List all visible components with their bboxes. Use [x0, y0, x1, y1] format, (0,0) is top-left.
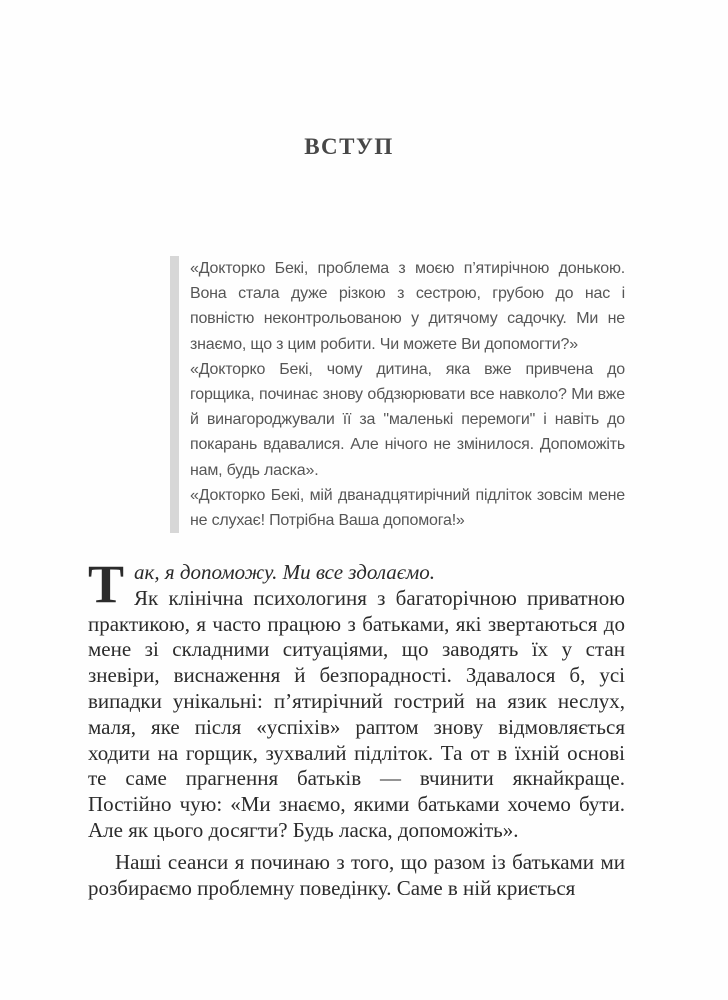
paragraph-opening: [88, 554, 625, 844]
paragraph-opening-text: Як клінічна психологиня з багаторічною приватною практикою, я часто працюю з батьками, які звертаються до мене зі складними ситуаціями, що заводять їх у стан зневіри, виснаження й безпорадності. Здавалося б, усі випадки унікальні: п’ятирічний гострий на язик неслух, маля, яке після «успіхів» раптом знову відмовляється ходити на горщик, зухвалий підліток. Та от в їхній основі те саме прагнення батьків — вчинити якнайкраще. Постійно чую: «Ми знаємо, якими батьками хочемо бути. Але як цього досягти? Будь ласка, допоможіть».: [88, 585, 625, 842]
epigraph-block: [170, 256, 625, 533]
parent-quote-1: «Докторко Бекі, проблема з моєю п’ятирічною донькою. Вона стала дуже різкою з сестрою, грубою до нас і повністю неконтрольованою у дитячому садочку. Ми не знаємо, що з цим робити. Чи можете Ви допомогти?»: [190, 260, 625, 353]
paragraph-second: Наші сеанси я починаю з того, що разом із батьками ми розбираємо проблемну поведінку. Саме в ній криється: [88, 849, 625, 900]
quote-left-bar: [170, 256, 179, 533]
parent-quote-3: «Докторко Бекі, мій дванадцятирічний підліток зовсім мене не слухає! Потрібна Ваша допомога!»: [190, 486, 625, 530]
chapter-title: ВСТУП: [304, 134, 394, 159]
parent-quote-2: «Докторко Бекі, чому дитина, яка вже привчена до горщика, починає знову обдзюрювати все навколо? Ми вже й винагороджували її за "маленькі перемоги" і навіть до покарань вдавалися. Але нічого не змінилося. Допоможіть нам, будь ласка».: [190, 360, 625, 479]
epigraph-quotes: [179, 256, 625, 533]
drop-cap-letter: Т: [88, 554, 125, 614]
body-text: [88, 554, 625, 901]
lead-italic-sentence: ак, я допоможу. Ми все здолаємо.: [134, 560, 436, 584]
